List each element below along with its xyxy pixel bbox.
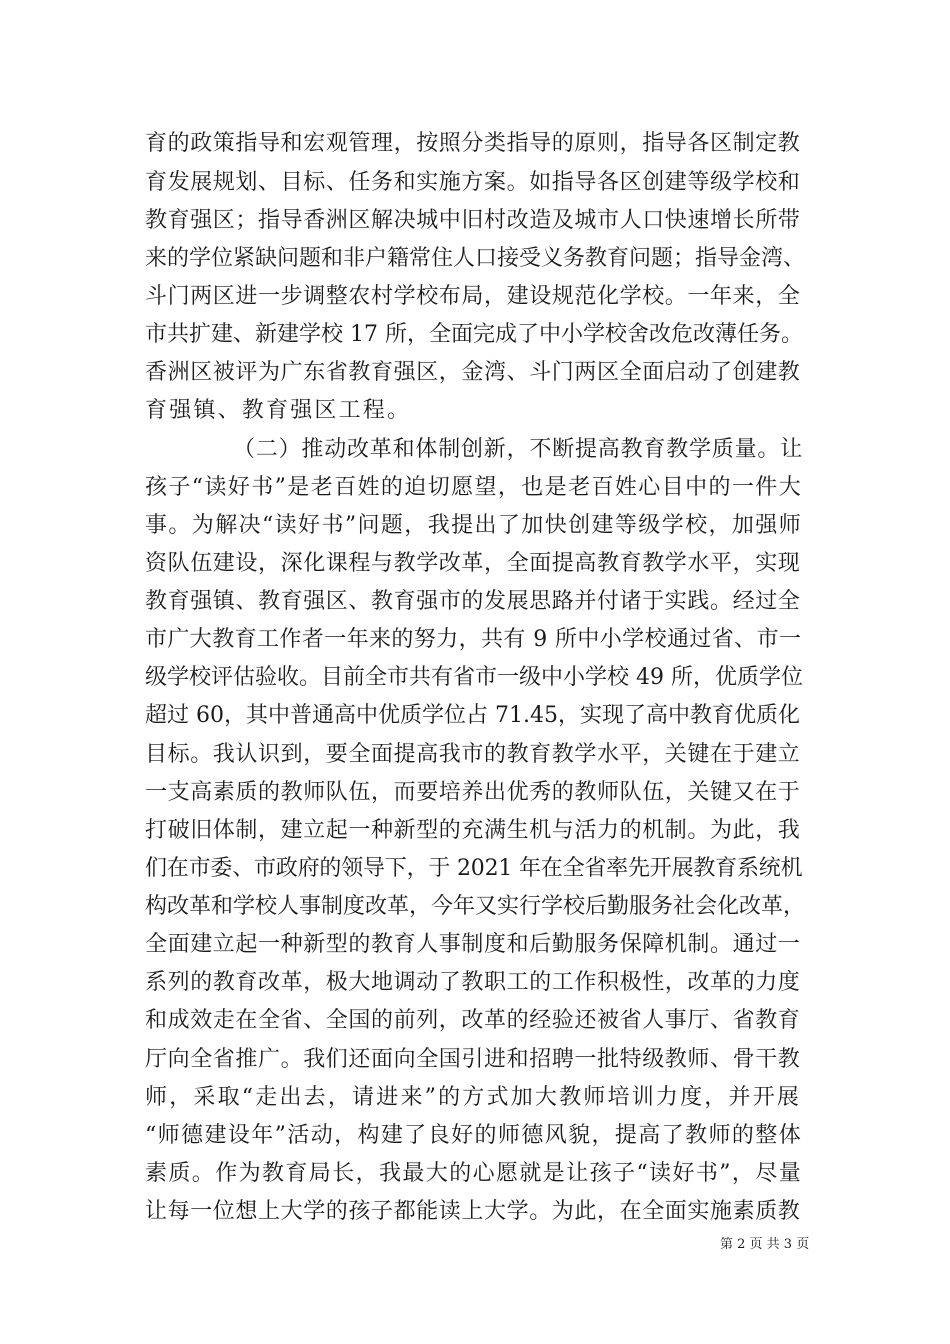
body-text-line: 教育强镇、教育强区、教育强市的发展思路并付诸于实践。经过全 (145, 589, 801, 614)
section-heading-line: （二）推动改革和体制创新，不断提高教育教学质量。让 (233, 437, 804, 462)
page-number-footer: 第 2 页 共 3 页 (720, 1237, 810, 1252)
body-text-line: 目标。我认识到，要全面提高我市的教育教学水平，关键在于建立 (145, 742, 801, 767)
body-text-line: 市广大教育工作者一年来的努力，共有 9 所中小学校通过省、市一 (145, 627, 802, 652)
body-text-line: 系列的教育改革，极大地调动了教职工的工作积极性，改革的力度 (145, 970, 801, 995)
body-text-line: 让每一位想上大学的孩子都能读上大学。为此，在全面实施素质教 (145, 1199, 801, 1224)
body-text-line: 教育强区；指导香洲区解决城中旧村改造及城市人口快速增长所带 (145, 208, 801, 233)
body-text-line: 厅向全省推广。我们还面向全国引进和招聘一批特级教师、骨干教 (145, 1047, 801, 1072)
body-text-line: 超过 60，其中普通高中优质学位占 71.45，实现了高中教育优质化 (145, 703, 800, 728)
body-text-line: 市共扩建、新建学校 17 所，全面完成了中小学校舍改危改薄任务。 (145, 322, 803, 347)
body-text-line: 师，采取“走出去，请进来”的方式加大教师培训力度，并开展 (145, 1085, 802, 1110)
body-text-line: 育强镇、教育强区工程。 (145, 398, 412, 423)
body-text-line: 全面建立起一种新型的教育人事制度和后勤服务保障机制。通过一 (145, 932, 801, 957)
body-text-line: 构改革和学校人事制度改革，今年又实行学校后勤服务社会化改革， (145, 894, 806, 919)
body-text-line: “师德建设年”活动，构建了良好的师德风貌，提高了教师的整体 (145, 1123, 803, 1148)
body-text-line: 素质。作为教育局长，我最大的心愿就是让孩子“读好书”，尽量 (145, 1161, 803, 1186)
body-text-line: 孩子“读好书”是老百姓的迫切愿望，也是老百姓心目中的一件大 (145, 475, 803, 500)
body-text-line: 一支高素质的教师队伍，而要培养出优秀的教师队伍，关键又在于 (145, 780, 801, 805)
body-text-line: 打破旧体制，建立起一种新型的充满生机与活力的机制。为此，我 (145, 818, 801, 843)
body-text-line: 资队伍建设，深化课程与教学改革，全面提高教育教学水平，实现 (145, 551, 801, 576)
body-text-line: 级学校评估验收。目前全市共有省市一级中小学校 49 所，优质学位 (145, 665, 803, 690)
body-text-line: 斗门两区进一步调整农村学校布局，建设规范化学校。一年来，全 (145, 284, 801, 309)
body-text-line: 们在市委、市政府的领导下，于 2021 年在全省率先开展教育系统机 (145, 856, 803, 881)
body-text-line: 香洲区被评为广东省教育强区，金湾、斗门两区全面启动了创建教 (145, 360, 801, 385)
body-text-line: 来的学位紧缺问题和非户籍常住人口接受义务教育问题；指导金湾、 (145, 246, 806, 271)
body-text-line: 育的政策指导和宏观管理，按照分类指导的原则，指导各区制定教 (145, 131, 801, 156)
body-text-line: 育发展规划、目标、任务和实施方案。如指导各区创建等级学校和 (145, 170, 801, 195)
body-text-line: 和成效走在全省、全国的前列，改革的经验还被省人事厅、省教育 (145, 1008, 801, 1033)
body-text-line: 事。为解决“读好书”问题，我提出了加快创建等级学校，加强师 (145, 513, 803, 538)
